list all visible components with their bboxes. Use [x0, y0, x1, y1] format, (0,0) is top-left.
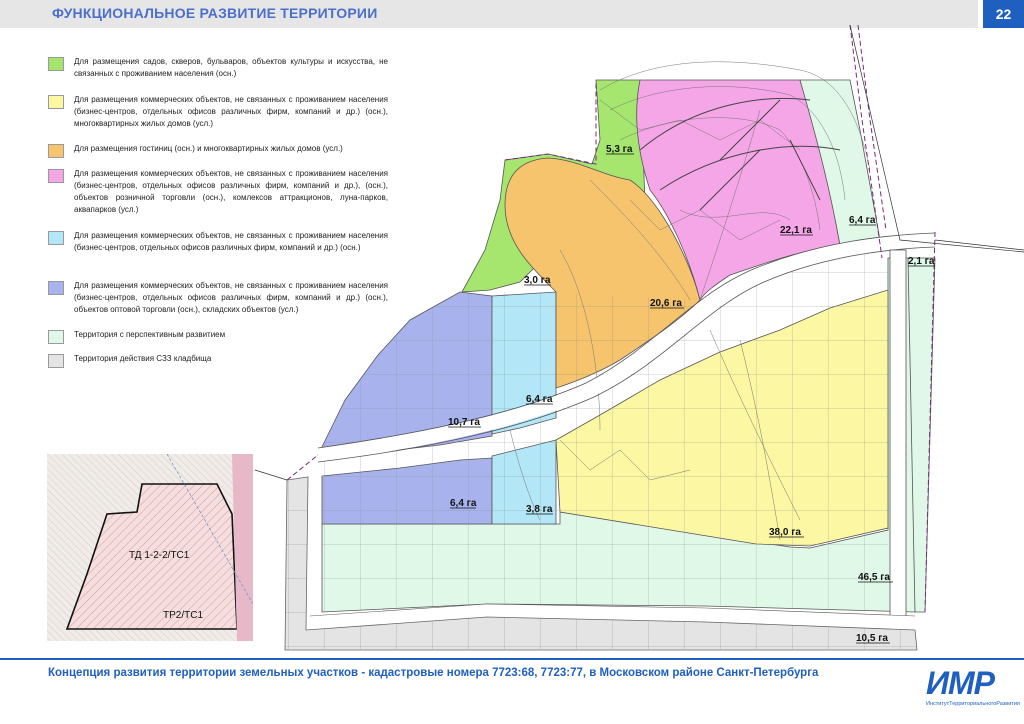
- inset-label-secondary: ТР2/ТС1: [163, 610, 204, 621]
- legend-text: Территория действия СЗЗ кладбища: [74, 354, 212, 363]
- footer-caption: Концепция развития территории земельных участков - кадастровые номера 7723:68, 7723:77, в Московском районе Санкт-Петербурга: [48, 667, 819, 679]
- label-green-left: 3,0 га: [524, 275, 551, 286]
- label-strip-right: 2,1 га: [908, 256, 935, 267]
- logo: [926, 665, 1020, 714]
- inset-label-main: ТД 1-2-2/ТС1: [129, 550, 190, 561]
- legend-text: Для размещения коммерческих объектов, не связанных с проживанием населения (бизнес-центров, отдельных офисов различных фирм, компаний и др.) (осн.): [74, 231, 388, 252]
- label-blue-upper: 10,7 га: [448, 417, 480, 428]
- label-green-top: 5,3 га: [606, 144, 633, 155]
- footer-divider: [0, 658, 1024, 660]
- legend-text: Для размещения гостиниц (осн.) и многоквартирных жилых домов (усл.): [74, 144, 343, 153]
- legend-text: Для размещения садов, скверов, бульваров, объектов культуры и искусства, не связанных с проживанием населения (осн.): [74, 57, 388, 78]
- cadastral-grid: [318, 245, 888, 612]
- inset-map: [47, 454, 253, 641]
- label-cyan-lower: 3,8 га: [526, 504, 553, 515]
- label-mint-bottom: 46,5 га: [858, 572, 890, 583]
- label-yellow: 38,0 га: [769, 527, 801, 538]
- legend-text: Для размещения коммерческих объектов, не связанных с проживанием населения (бизнес-центров, отдельных офисов различных фирм, компаний и др.) (осн.), многоквартирных жилых домов (усл.): [74, 95, 388, 128]
- side-road: [890, 250, 906, 616]
- legend-text: Территория с перспективным развитием: [74, 330, 226, 339]
- legend-text: Для размещения коммерческих объектов, не связанных с проживанием населения (бизнес-центров, отдельных офисов различных фирм, компаний и др.) (осн.), объектов оптовой торговли (осн.), складских объектов (усл.): [74, 281, 388, 314]
- page-title: ФУНКЦИОНАЛЬНОЕ РАЗВИТИЕ ТЕРРИТОРИИ: [52, 5, 378, 21]
- label-grey-strip: 10,5 га: [856, 633, 888, 644]
- logo-mark: ИМР: [926, 665, 995, 701]
- label-mint-top: 6,4 га: [849, 215, 876, 226]
- label-pink: 22,1 га: [780, 225, 812, 236]
- logo-caption: ИнститутТерриториальногоРазвития: [926, 701, 1020, 707]
- label-cyan-upper: 6,4 га: [526, 394, 553, 405]
- label-orange: 20,6 га: [650, 298, 682, 309]
- page-number: 22: [995, 6, 1012, 22]
- legend-text: Для размещения коммерческих объектов, не связанных с проживанием населения (бизнес-центров, отдельных офисов различных фирм, компаний и др.), (осн.), объектов розничной торговли (осн.), комлексов аттракционов, луна-парков, аквапарков (усл.): [74, 169, 388, 214]
- label-blue-lower: 6,4 га: [450, 498, 477, 509]
